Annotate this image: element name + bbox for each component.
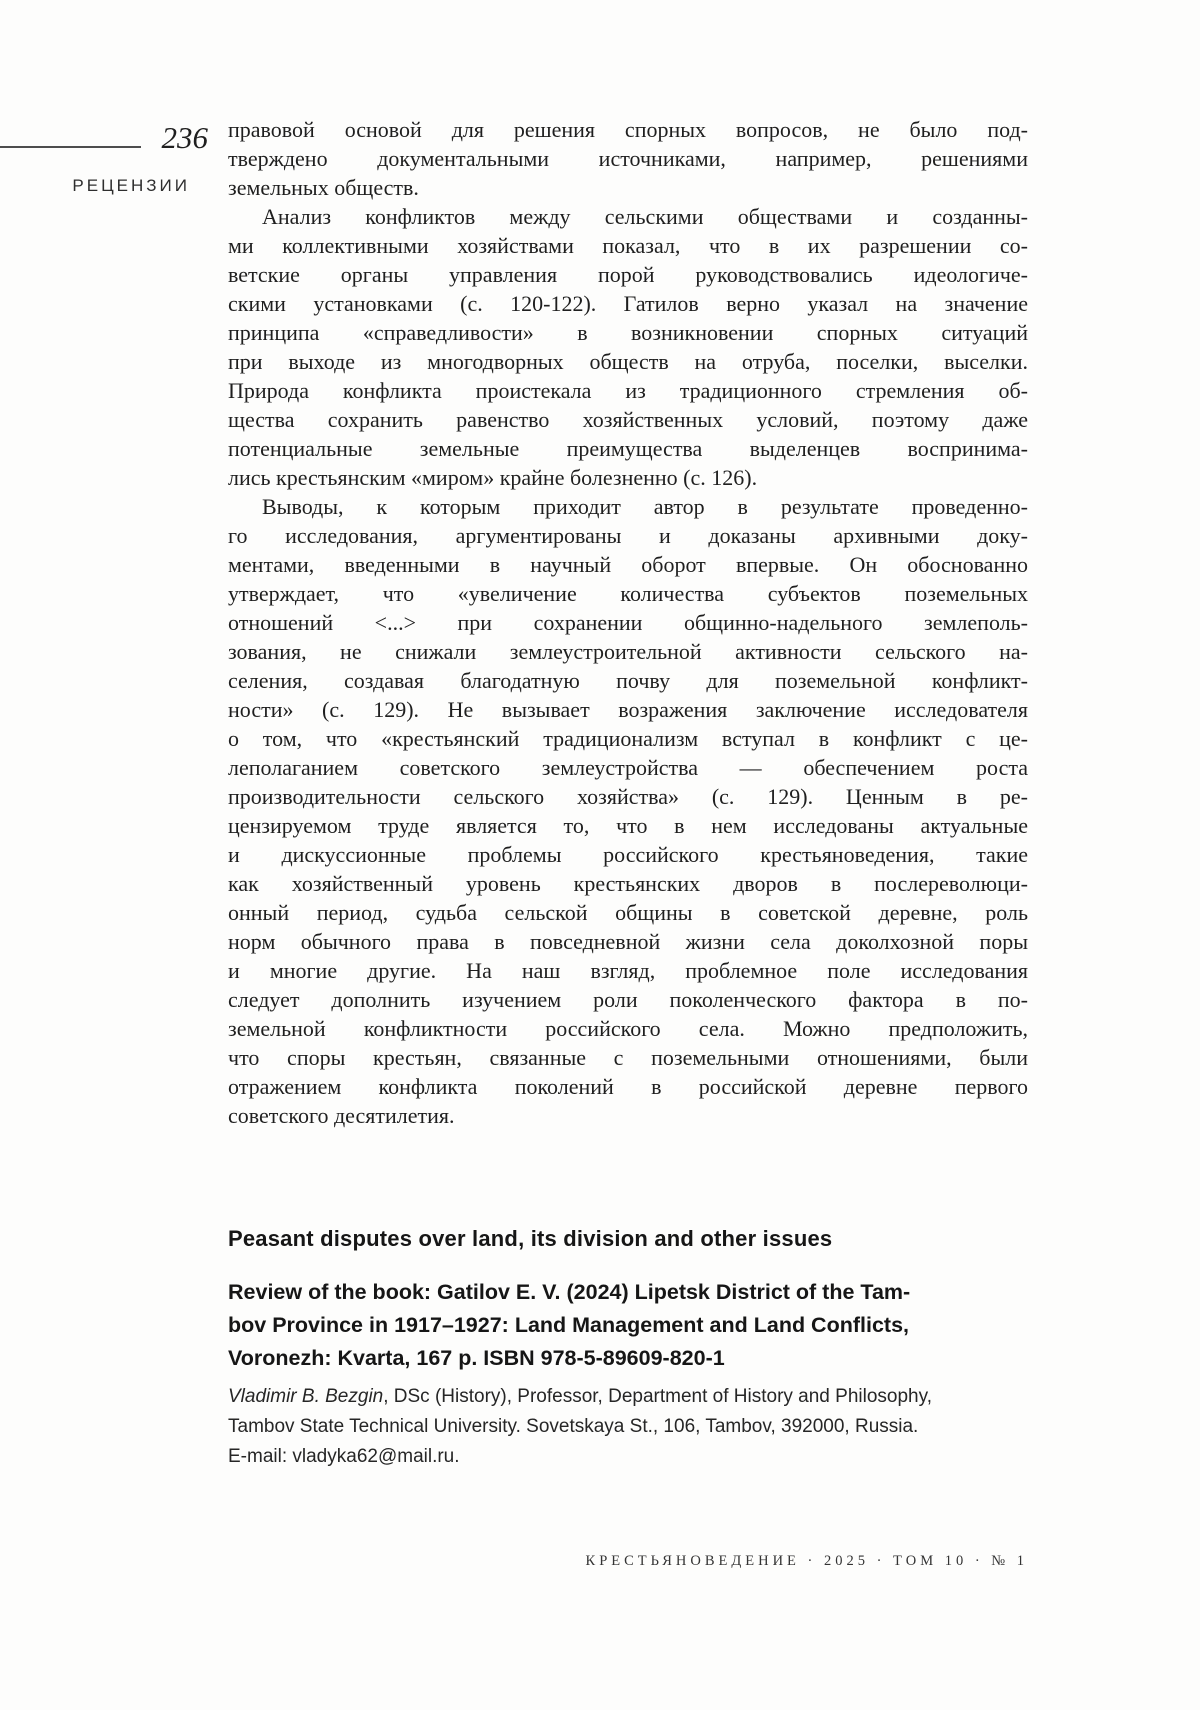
review-citation-line: Voronezh: Kvarta, 167 p. ISBN 978-5-89609-820-1 — [228, 1346, 725, 1370]
review-citation — [228, 1276, 1038, 1375]
author-email: E-mail: vladyka62@mail.ru. — [228, 1446, 460, 1467]
author-name: Vladimir B. Bezgin — [228, 1386, 384, 1407]
body-text-line: го исследования, аргументированы и доказаны архивными доку- — [228, 523, 1028, 548]
body-text-line: Природа конфликта проистекала из традиционного стремления об- — [228, 378, 1028, 403]
body-text-line: Анализ конфликтов между сельскими обществами и созданны- — [262, 204, 1028, 229]
review-citation-line: bov Province in 1917–1927: Land Management and Land Conflicts, — [228, 1313, 910, 1337]
body-text-line: отношений <...> при сохранении общинно-надельного землеполь- — [228, 610, 1028, 635]
english-title: Peasant disputes over land, its division and other issues — [228, 1226, 833, 1251]
body-text — [228, 115, 1028, 1130]
body-text-line: онный период, судьба сельской общины в советской деревне, роль — [228, 900, 1028, 925]
running-footer: КРЕСТЬЯНОВЕДЕНИЕ · 2025 · ТОМ 10 · № 1 — [585, 1553, 1028, 1569]
review-citation-line: Review of the book: Gatilov E. V. (2024) Lipetsk District of the Tam- — [228, 1280, 911, 1304]
body-text-line: и дискуссионные проблемы российского крестьяноведения, такие — [228, 842, 1028, 867]
page-number: 236 — [161, 120, 208, 155]
body-text-line: лись крестьянским «миром» крайне болезненно (с. 126). — [228, 465, 758, 490]
author-affiliation: Tambov State Technical University. Sovetskaya St., 106, Tambov, 392000, Russia. — [228, 1416, 919, 1437]
author-credentials: , DSc (History), Professor, Department of History and Philosophy, — [383, 1386, 932, 1407]
body-text-line: норм обычного права в повседневной жизни села доколхозной поры — [228, 929, 1028, 954]
body-text-line: ми коллективными хозяйствами показал, что в их разрешении со- — [228, 233, 1028, 258]
body-text-line: тверждено документальными источниками, например, решениями — [228, 146, 1028, 171]
body-text-line: потенциальные земельные преимущества выделенцев воспринима- — [228, 436, 1028, 461]
body-text-line: при выходе из многодворных обществ на отруба, поселки, выселки. — [228, 349, 1028, 374]
body-text-line: скими установками (с. 120-122). Гатилов верно указал на значение — [228, 291, 1028, 316]
body-text-line: что споры крестьян, связанные с поземельными отношениями, были — [228, 1045, 1028, 1070]
body-text-line: правовой основой для решения спорных вопросов, не было под- — [228, 117, 1028, 142]
body-text-line: Выводы, к которым приходит автор в результате проведенно- — [262, 494, 1028, 519]
body-text-line: следует дополнить изучением роли поколенческого фактора в по- — [228, 987, 1028, 1012]
body-text-line: и многие другие. На наш взгляд, проблемное поле исследования — [228, 958, 1028, 983]
author-info-line — [228, 1382, 1038, 1412]
body-text-line: ментами, введенными в научный оборот впервые. Он обоснованно — [228, 552, 1028, 577]
body-text-line: о том, что «крестьянский традиционализм вступал в конфликт с це- — [228, 726, 1028, 751]
body-text-line: отражением конфликта поколений в российской деревне первого — [228, 1074, 1028, 1099]
body-text-line: советского десятилетия. — [228, 1103, 455, 1128]
body-text-line: леполаганием советского землеустройства — обеспечением роста — [228, 755, 1028, 780]
body-text-line: земельной конфликтности российского села. Можно предположить, — [228, 1016, 1028, 1041]
body-text-line: как хозяйственный уровень крестьянских дворов в послереволюци- — [228, 871, 1028, 896]
body-text-line: щества сохранить равенство хозяйственных условий, поэтому даже — [228, 407, 1028, 432]
section-label: РЕЦЕНЗИИ — [72, 176, 190, 195]
body-text-line: принципа «справедливости» в возникновении спорных ситуаций — [228, 320, 1028, 345]
margin-rule — [0, 146, 141, 148]
body-text-line: производительности сельского хозяйства» (с. 129). Ценным в ре- — [228, 784, 1028, 809]
body-text-line: селения, создавая благодатную почву для поземельной конфликт- — [228, 668, 1028, 693]
body-text-line: ветские органы управления порой руководствовались идеологиче- — [228, 262, 1028, 287]
body-text-line: зования, не снижали землеустроительной активности сельского на- — [228, 639, 1028, 664]
body-text-line: ности» (с. 129). Не вызывает возражения заключение исследователя — [228, 697, 1028, 722]
author-info — [228, 1382, 1038, 1472]
body-text-line: земельных обществ. — [228, 175, 419, 200]
body-text-line: цензируемом труде является то, что в нем исследованы актуальные — [228, 813, 1028, 838]
body-text-line: утверждает, что «увеличение количества субъектов поземельных — [228, 581, 1028, 606]
